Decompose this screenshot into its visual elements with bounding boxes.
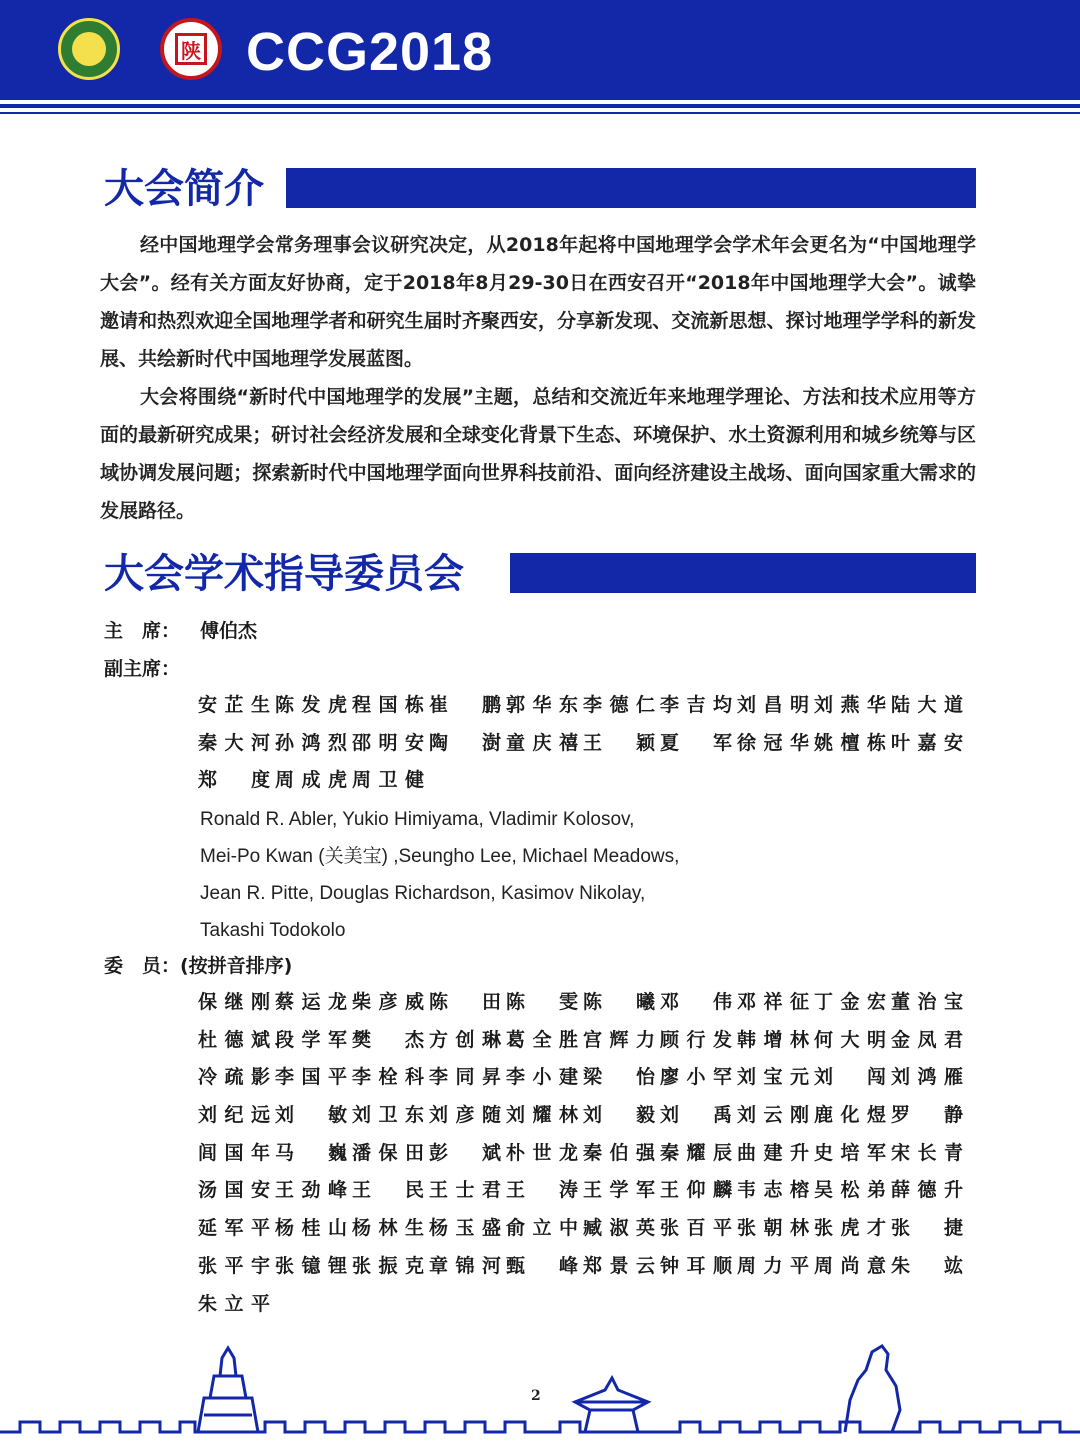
member-name: 刘 敏 (275, 1104, 347, 1127)
vice-chair-name: 崔 鹏 (429, 694, 501, 716)
member-name: 朱 竑 (891, 1254, 963, 1277)
member-name: 秦伯强 (583, 1141, 655, 1164)
member-name: 吴松弟 (814, 1179, 886, 1202)
university-seal-logo-icon: 陕 (160, 18, 222, 80)
member-name: 刘纪远 (198, 1104, 270, 1127)
foreign-vice-chair-line: Takashi Todokolo (200, 920, 346, 941)
member-name: 彭 斌 (429, 1141, 501, 1164)
vice-chair-name: 童庆禧 (506, 731, 578, 754)
member-name: 汤国安 (198, 1179, 270, 1202)
vice-chair-name: 周卫健 (352, 769, 424, 792)
member-name: 周力平 (737, 1254, 809, 1277)
member-name: 王 民 (352, 1179, 424, 1202)
member-name: 张振克 (352, 1254, 424, 1277)
member-name: 周尚意 (814, 1254, 886, 1277)
member-name: 金凤君 (891, 1028, 963, 1051)
member-name: 蔡运龙 (275, 991, 347, 1013)
member-name: 王仰麟 (660, 1179, 732, 1202)
member-name: 王学军 (583, 1179, 655, 1202)
member-name: 刘云刚 (737, 1104, 809, 1127)
member-name: 闾国年 (198, 1141, 270, 1164)
member-name: 李国平 (275, 1066, 347, 1089)
vice-chair-name: 刘昌明 (737, 694, 809, 716)
title-bar (510, 553, 976, 593)
member-name: 张 捷 (891, 1217, 963, 1240)
vice-chair-name: 郑 度 (198, 769, 270, 792)
vice-chair-name: 孙鸿烈 (275, 731, 347, 754)
member-name: 鹿化煜 (814, 1104, 886, 1127)
member-name: 王劲峰 (275, 1179, 347, 1202)
member-name: 张百平 (660, 1217, 732, 1240)
member-name: 陈 田 (429, 991, 501, 1013)
member-name: 陈 曦 (583, 991, 655, 1013)
member-name: 邓 伟 (660, 991, 732, 1013)
vice-chair-name: 秦大河 (198, 731, 270, 754)
section-title-committee (104, 549, 464, 599)
vice-chair-name: 程国栋 (352, 694, 424, 716)
member-name: 梁 怡 (583, 1066, 655, 1089)
foreign-vice-chair-line: Mei-Po Kwan (关美宝) ,Seungho Lee, Michael Meadows, (200, 846, 680, 867)
title-bar (286, 168, 976, 208)
member-name: 韩增林 (737, 1028, 809, 1051)
intro-paragraph-2: 大会将围绕“新时代中国地理学的发展”主题，总结和交流近年来地理学理论、方法和技术应用等方面的最新研究成果；研讨社会经济发展和全球变化背景下生态、环境保护、水土资源利用和城乡统筹与区域协调发展问题；探索新时代中国地理学面向世界科技前沿、面向经济建设主战场、面向国家重大需求的发展路径。 (100, 386, 976, 522)
member-name: 臧淑英 (583, 1217, 655, 1240)
vice-chair-name: 陆大道 (891, 694, 963, 716)
member-name: 李栓科 (352, 1066, 424, 1089)
conference-brand: CCG2018 (246, 22, 494, 82)
member-name: 钟耳顺 (660, 1254, 732, 1277)
member-name: 延军平 (198, 1217, 270, 1240)
member-name: 张镱锂 (275, 1254, 347, 1277)
member-name: 李同昇 (429, 1066, 501, 1089)
page-number: 2 (531, 1388, 541, 1404)
vice-chair-name: 叶嘉安 (891, 731, 963, 754)
member-name: 马 巍 (275, 1141, 347, 1164)
member-name: 刘 闯 (814, 1066, 886, 1089)
member-name: 顾行发 (660, 1028, 732, 1051)
chair-label: 主 席： (104, 620, 181, 642)
member-name: 刘 禹 (660, 1104, 732, 1127)
member-name: 杨林生 (352, 1217, 424, 1240)
member-name: 张朝林 (737, 1217, 809, 1240)
vice-chair-name: 李德仁 (583, 694, 655, 716)
vice-chair-name: 陈发虎 (275, 694, 347, 716)
member-name: 史培军 (814, 1141, 886, 1164)
member-name: 朱立平 (198, 1292, 270, 1315)
header-divider-thin (0, 112, 1080, 114)
member-name: 杨桂山 (275, 1217, 347, 1240)
member-name: 罗 静 (891, 1104, 963, 1127)
vice-chair-name: 安芷生 (198, 694, 270, 716)
member-name: 董治宝 (891, 991, 963, 1013)
vice-chair-name: 刘燕华 (814, 694, 886, 716)
member-name: 杜德斌 (198, 1028, 270, 1051)
member-name: 郑景云 (583, 1254, 655, 1277)
member-name: 张虎才 (814, 1217, 886, 1240)
member-name: 俞立中 (506, 1217, 578, 1240)
member-name: 王 涛 (506, 1179, 578, 1202)
member-name: 刘彦随 (429, 1104, 501, 1127)
vice-chair-name: 陶 澍 (429, 731, 501, 754)
member-name: 丁金宏 (814, 991, 886, 1013)
geographical-society-logo-icon (58, 18, 120, 80)
member-name: 廖小罕 (660, 1066, 732, 1089)
vice-chair-label: 副主席： (104, 658, 181, 680)
member-name: 秦耀辰 (660, 1141, 732, 1164)
member-name: 刘卫东 (352, 1104, 424, 1127)
member-name: 刘 毅 (583, 1104, 655, 1127)
foreign-vice-chair-line: Jean R. Pitte, Douglas Richardson, Kasimov Nikolay, (200, 883, 646, 904)
chair-name: 傅伯杰 (200, 620, 258, 642)
section-heading: 大会学术指导委员会 (104, 551, 464, 597)
member-name: 保继刚 (198, 991, 270, 1013)
foreign-vice-chair-line: Ronald R. Abler, Yukio Himiyama, Vladimir Kolosov, (200, 809, 635, 830)
member-name: 韦志榕 (737, 1179, 809, 1202)
member-name: 薛德升 (891, 1179, 963, 1202)
member-name: 邓祥征 (737, 991, 809, 1013)
vice-chair-name: 李吉均 (660, 694, 732, 716)
vice-chair-name: 徐冠华 (737, 731, 809, 754)
header-divider (0, 104, 1080, 108)
member-name: 刘耀林 (506, 1104, 578, 1127)
member-name: 柴彦威 (352, 991, 424, 1013)
member-name: 宫辉力 (583, 1028, 655, 1051)
member-name: 潘保田 (352, 1141, 424, 1164)
member-name: 葛全胜 (506, 1028, 578, 1051)
member-label: 委 员：(按拼音排序) (104, 955, 293, 977)
member-name: 甄 峰 (506, 1254, 578, 1277)
vice-chair-list (198, 687, 968, 800)
member-name: 张平宇 (198, 1254, 270, 1277)
member-name: 段学军 (275, 1028, 347, 1051)
vice-chair-name: 夏 军 (660, 731, 732, 754)
member-name: 王士君 (429, 1179, 501, 1202)
member-name: 冷疏影 (198, 1066, 270, 1089)
vice-chair-name: 王 颖 (583, 731, 655, 754)
section-title-intro (104, 164, 264, 214)
vice-chair-name: 周成虎 (275, 769, 347, 792)
foreign-vice-chair-list (200, 801, 960, 949)
member-name: 刘鸿雁 (891, 1066, 963, 1089)
member-name: 章锦河 (429, 1254, 501, 1277)
member-name: 杨玉盛 (429, 1217, 501, 1240)
section-heading: 大会简介 (104, 166, 264, 212)
member-name: 曲建升 (737, 1141, 809, 1164)
member-name: 朴世龙 (506, 1141, 578, 1164)
vice-chair-name: 郭华东 (506, 694, 578, 716)
member-name: 陈 雯 (506, 991, 578, 1013)
member-name: 宋长青 (891, 1141, 963, 1164)
member-name: 李小建 (506, 1066, 578, 1089)
member-name: 方创琳 (429, 1028, 501, 1051)
vice-chair-name: 姚檀栋 (814, 731, 886, 754)
member-name: 樊 杰 (352, 1028, 424, 1051)
member-name: 刘宝元 (737, 1066, 809, 1089)
member-list (198, 984, 968, 1323)
member-name: 何大明 (814, 1028, 886, 1051)
vice-chair-name: 邵明安 (352, 731, 424, 754)
intro-paragraph-1: 经中国地理学会常务理事会议研究决定，从2018年起将中国地理学会学术年会更名为“中国地理学大会”。经有关方面友好协商，定于2018年8月29-30日在西安召开“2018年中国地理学大会”。诚挚邀请和热烈欢迎全国地理学者和研究生届时齐聚西安，分享新发现、交流新思想、探讨地理学学科的新发展、共绘新时代中国地理学发展蓝图。 (100, 234, 976, 370)
